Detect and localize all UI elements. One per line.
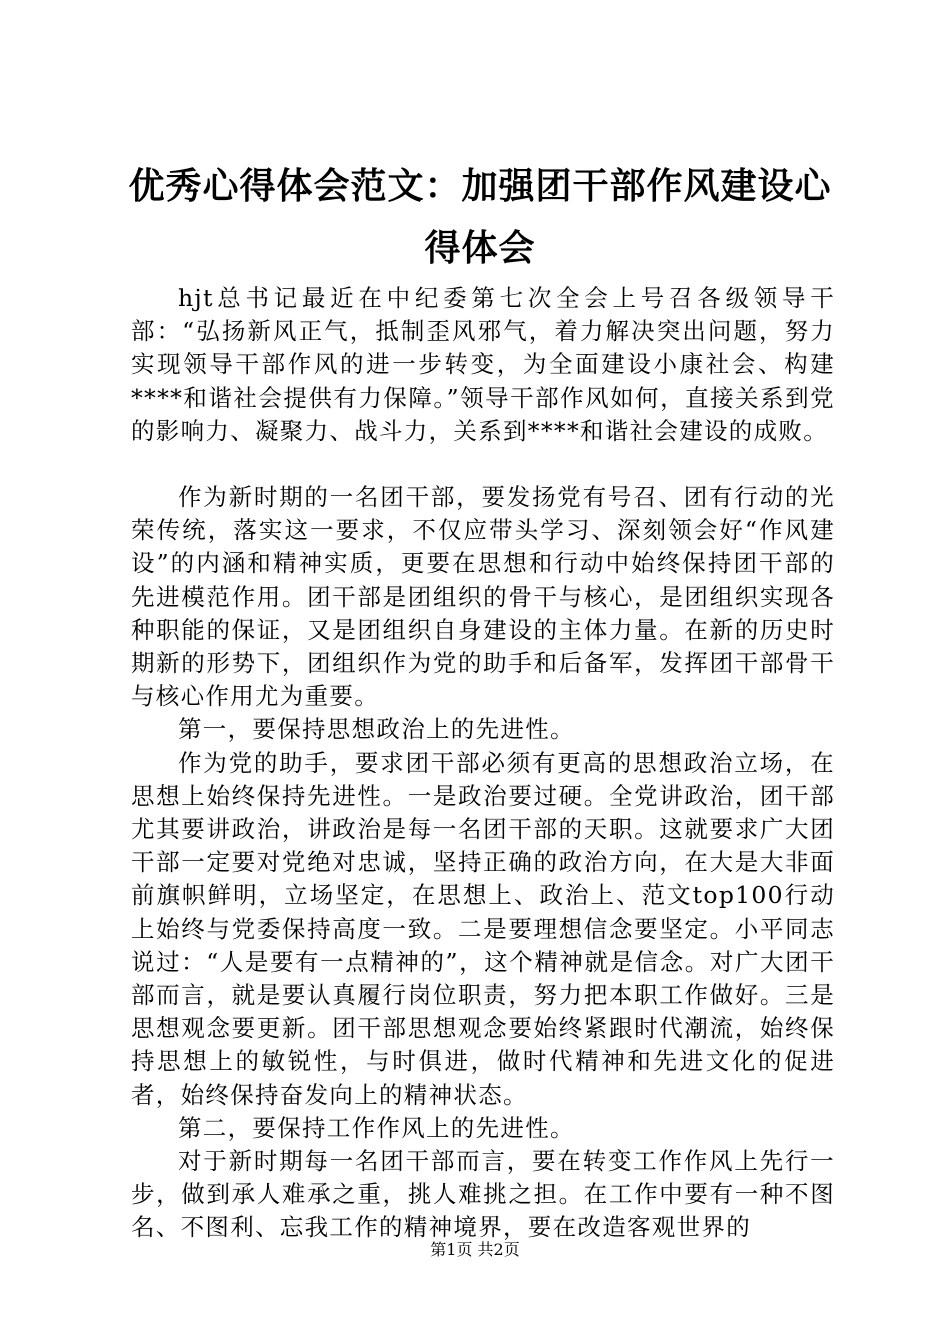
- document-title: 优秀心得体会范文：加强团干部作风建设心得体会: [128, 165, 832, 269]
- document-body: [131, 282, 835, 1245]
- paragraph-intro: hjt总书记最近在中纪委第七次全会上号召各级领导干部：“弘扬新风正气，抵制歪风邪气，着力解决突出问题，努力实现领导干部作风的进一步转变，为全面建设小康社会、构建****和谐社会提供有力保障。”领导干部作风如何，直接关系到党的影响力、凝聚力、战斗力，关系到****和谐社会建设的成败。: [131, 284, 835, 445]
- paragraph-political: 作为党的助手，要求团干部必须有更高的思想政治立场，在思想上始终保持先进性。一是政治要过硬。全党讲政治，团干部尤其要讲政治，讲政治是每一名团干部的天职。这就要求广大团干部一定要对党绝对忠诚，坚持正确的政治方向，在大是大非面前旗帜鲜明，立场坚定，在思想上、政治上、范文top100行动上始终与党委保持高度一致。二是要理想信念要坚定。小平同志说过：“人是要有一点精神的”，这个精神就是信念。对广大团干部而言，就是要认真履行岗位职责，努力把本职工作做好。三是思想观念要更新。团干部思想观念要始终紧跟时代潮流，始终保持思想上的敏锐性，与时俱进，做时代精神和先进文化的促进者，始终保持奋发向上的精神状态。: [131, 748, 835, 1109]
- section-heading-second: 第二，要保持工作作风上的先进性。: [178, 1113, 575, 1142]
- page-number: 第1页 共2页: [430, 1240, 520, 1259]
- paragraph-role: 作为新时期的一名团干部，要发扬党有号召、团有行动的光荣传统，落实这一要求，不仅应带头学习、深刻领会好“作风建设”的内涵和精神实质，更要在思想和行动中始终保持团干部的先进模范作用。团干部是团组织的骨干与核心，是团组织实现各种职能的保证，又是团组织自身建设的主体力量。在新的历史时期新的形势下，团组织作为党的助手和后备军，发挥团干部骨干与核心作用尤为重要。: [131, 483, 835, 711]
- section-heading-first: 第一，要保持思想政治上的先进性。: [178, 715, 575, 744]
- paragraph-work-style: 对于新时期每一名团干部而言，要在转变工作作风上先行一步，做到承人难承之重，挑人难挑之担。在工作中要有一种不图名、不图利、忘我工作的精神境界，要在改造客观世界的: [131, 1147, 835, 1242]
- paragraph-spacer: [131, 448, 835, 481]
